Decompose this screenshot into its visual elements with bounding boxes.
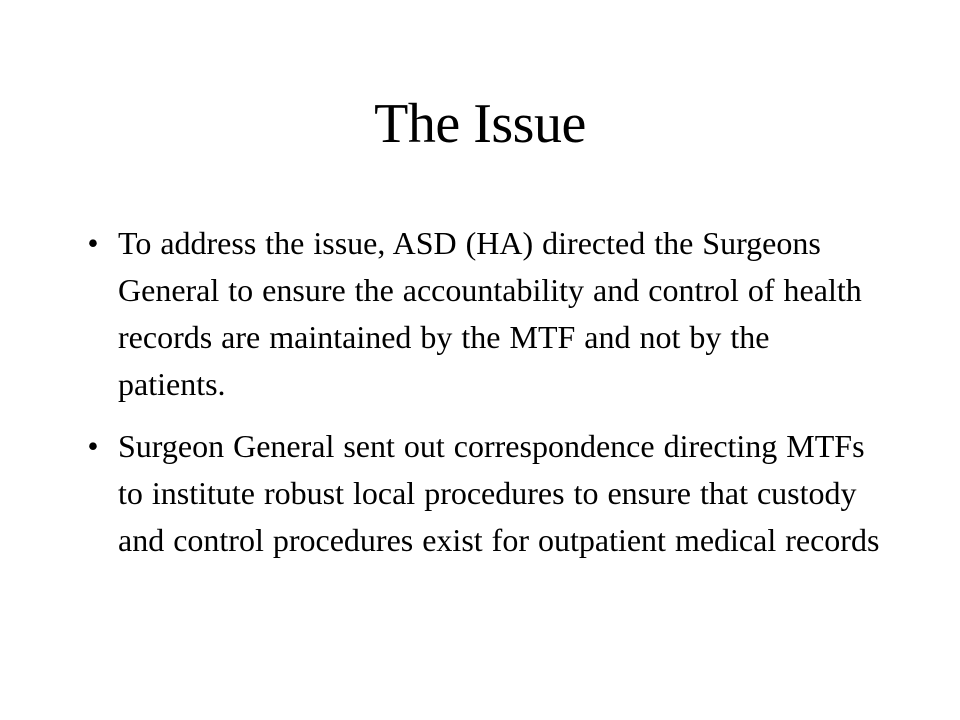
bullet-item — [82, 220, 882, 408]
bullet-text: To address the issue, ASD (HA) directed the Surgeons General to ensure the accountability and control of health records are maintained by the MTF and not by the patients. — [118, 225, 862, 402]
bullet-marker: • — [87, 225, 99, 261]
bullet-item — [82, 423, 882, 564]
bullet-text: Surgeon General sent out correspondence directing MTFs to institute robust local procedures to ensure that custody and control procedures exist for outpatient medical records — [118, 428, 880, 558]
slide-title: The Issue — [374, 93, 586, 155]
bullet-marker: • — [87, 428, 99, 464]
bullet-list — [82, 220, 882, 579]
